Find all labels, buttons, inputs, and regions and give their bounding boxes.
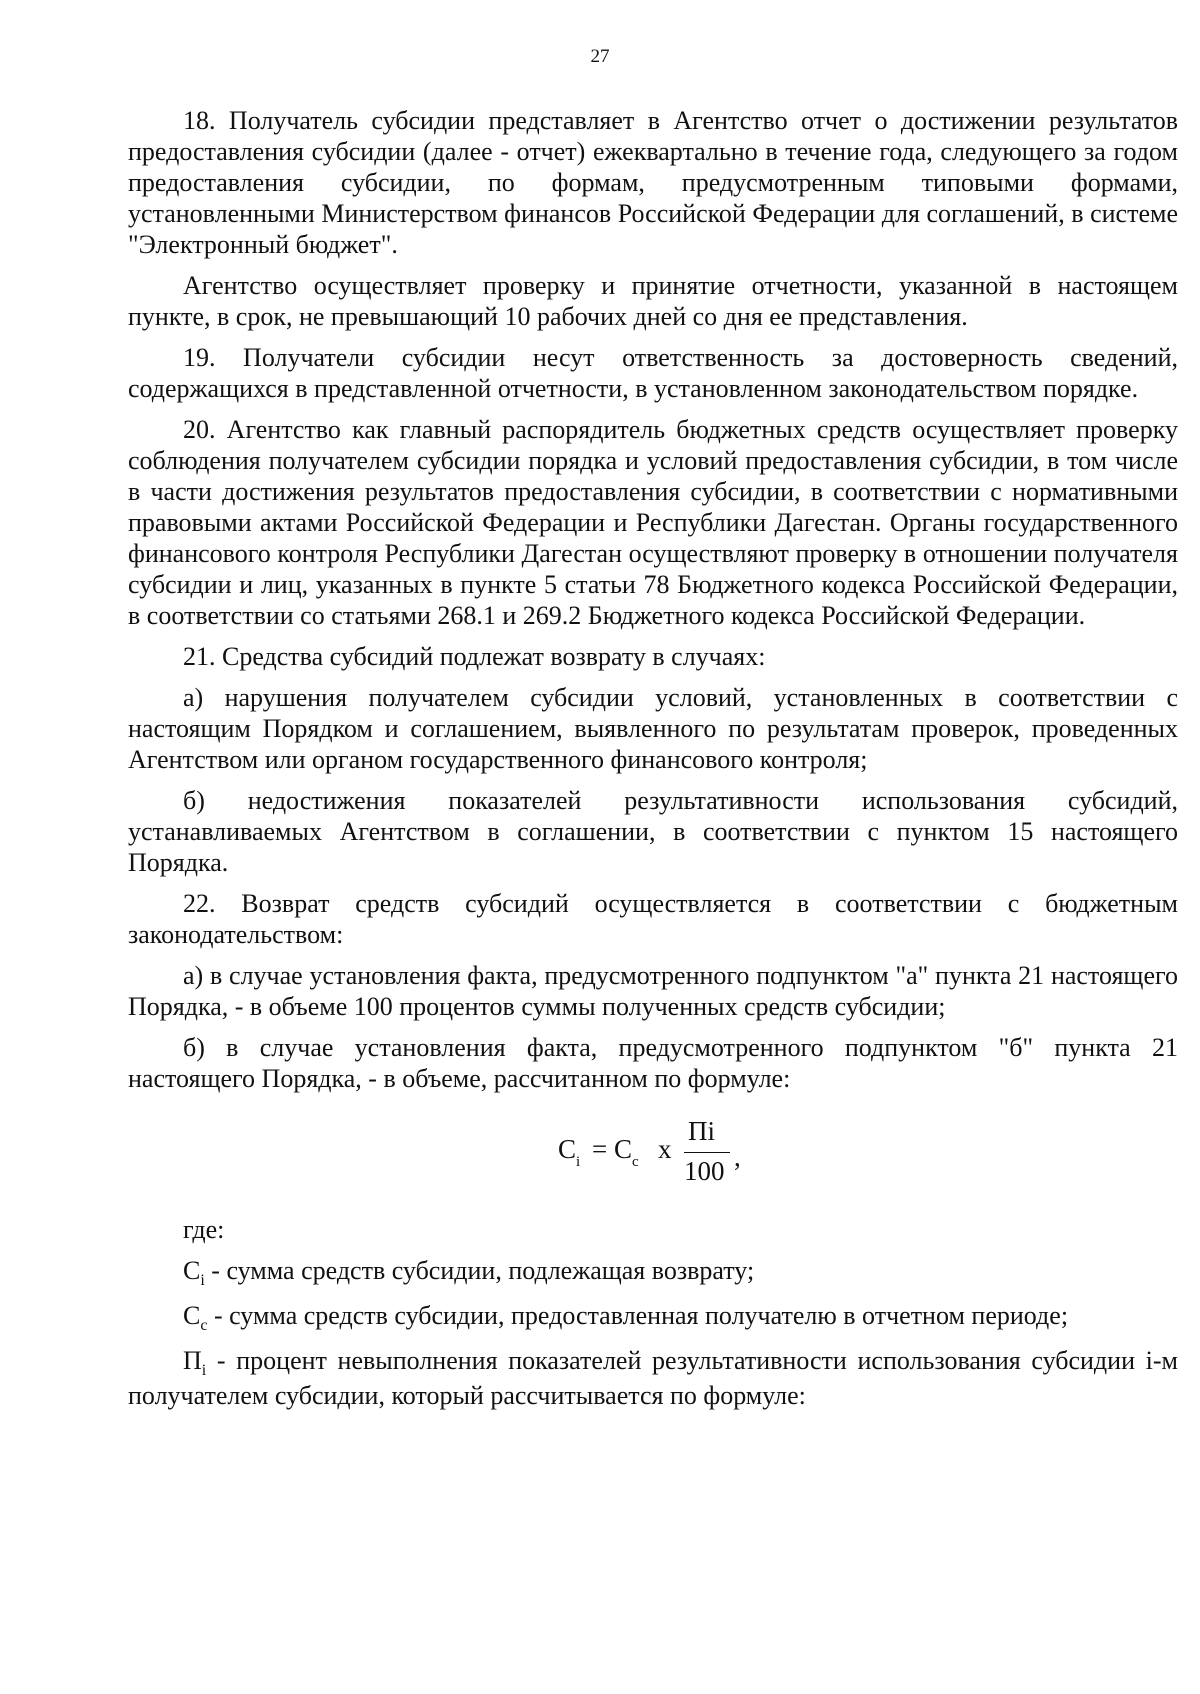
- formula-lhs: $C_i$: [558, 1134, 581, 1170]
- formula-comma: ,: [734, 1142, 741, 1172]
- definition-cc: $C_c$ - сумма средств субсидии, предоставленная получателю в отчетном периоде;: [183, 1301, 1069, 1334]
- paragraph-20: 20. Агентство как главный распорядитель бюджетных средств осуществляет проверку соблюдения получателем субсидии порядка и условий предоставления субсидии, в том числе в части достижения результатов предоставления субсидии, в соответствии с нормативными правовыми актами Российской Федерации и Республики Дагестан. Органы государственного финансового контроля Республики Дагестан осуществляют проверку в отношении получателя субсидии и лиц, указанных в пункте 5 статьи 78 Бюджетного кодекса Российской Федерации, в соответствии со статьями 268.1 и 269.2 Бюджетного кодекса Российской Федерации.: [128, 415, 1178, 630]
- paragraph-18-report-check: Агентство осуществляет проверку и принятие отчетности, указанной в настоящем пункте, в срок, не превышающий 10 рабочих дней со дня ее представления.: [128, 271, 1178, 331]
- definition-pi: $П_i$ - процент невыполнения показателей результативности использования субсидии i-м получателем субсидии, который рассчитывается по формуле:: [128, 1346, 1178, 1410]
- definition-pi-subscript: i: [201, 1362, 207, 1379]
- formula-expression: [558, 1104, 918, 1196]
- formula-rhs-subscript: c: [632, 1154, 639, 1170]
- paragraph-21-b: б) недостижения показателей результативности использования субсидий, устанавливаемых Агентством в соглашении, в соответствии с пунктом 15 настоящего Порядка.: [128, 786, 1178, 877]
- page-number: 27: [590, 46, 610, 67]
- formula-numerator: Пi: [688, 1116, 715, 1146]
- formula-times: x: [658, 1134, 672, 1164]
- formula-lhs-subscript: i: [576, 1154, 581, 1170]
- paragraph-22: 22. Возврат средств субсидий осуществляется в соответствии с бюджетным законодательством:: [128, 889, 1178, 949]
- definition-ci: $C_i$ - сумма средств субсидии, подлежащая возврату;: [183, 1256, 755, 1289]
- formula-fraction-line: [684, 1152, 730, 1153]
- document-body: [128, 105, 1178, 1421]
- paragraph-19: 19. Получатели субсидии несут ответственность за достоверность сведений, содержащихся в представленной отчетности, в установленном законодательством порядке.: [128, 343, 1178, 403]
- paragraph-22-b: б) в случае установления факта, предусмотренного подпунктом "б" пункта 21 настоящего Порядка, - в объеме, рассчитанном по формуле:: [128, 1033, 1178, 1093]
- formula-denominator: 100: [684, 1156, 725, 1186]
- definition-ci-subscript: i: [200, 1272, 205, 1289]
- refund-formula: [128, 1104, 1178, 1196]
- paragraph-21: 21. Средства субсидий подлежат возврату в случаях:: [183, 642, 766, 671]
- paragraph-18: 18. Получатель субсидии представляет в Агентство отчет о достижении результатов предоставления субсидии (далее - отчет) ежеквартально в течение года, следующего за годом предоставления субсидии, по формам, предусмотренным типовыми формами, установленными Министерством финансов Российской Федерации для соглашений, в системе "Электронный бюджет".: [128, 106, 1178, 259]
- formula-equals: =: [592, 1134, 608, 1164]
- where-label: где:: [183, 1215, 225, 1244]
- formula-rhs: $C_c$: [614, 1134, 639, 1170]
- definition-cc-subscript: c: [200, 1317, 208, 1334]
- paragraph-21-a: а) нарушения получателем субсидии условий, установленных в соответствии с настоящим Порядком и соглашением, выявленного по результатам проверок, проведенных Агентством или органом государственного финансового контроля;: [128, 683, 1178, 774]
- paragraph-22-a: а) в случае установления факта, предусмотренного подпунктом "а" пункта 21 настоящего Порядка, - в объеме 100 процентов суммы полученных средств субсидии;: [128, 961, 1178, 1021]
